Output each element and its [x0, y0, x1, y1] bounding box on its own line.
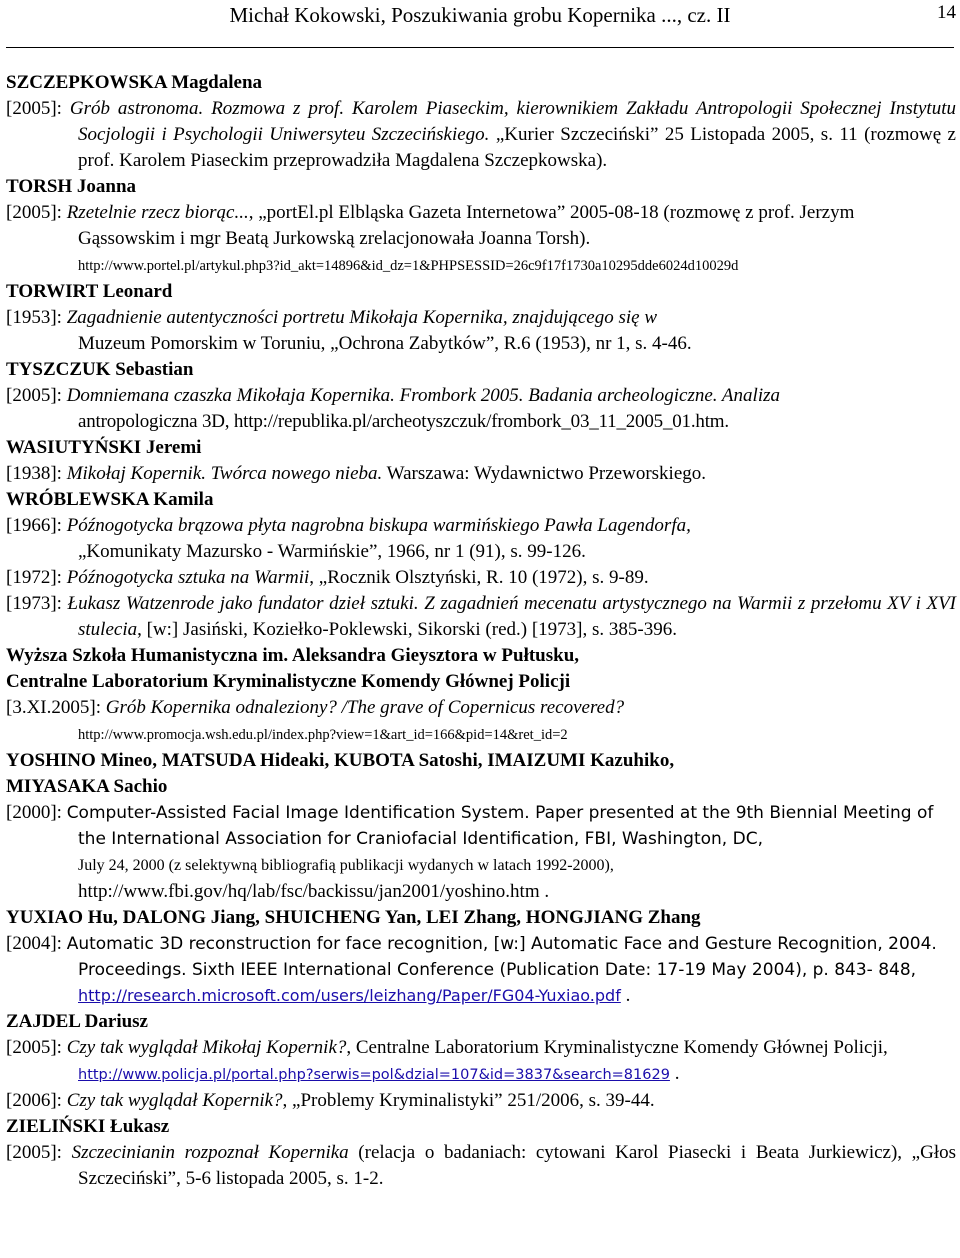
entry-title: Czy tak wyglądał Mikołaj Kopernik? — [66, 1037, 347, 1058]
entry-title: Rzetelnie rzecz biorąc... — [66, 202, 249, 223]
entry-wasiutynski-1938 — [0, 461, 956, 487]
entry-title: Czy tak wyglądał Kopernik? — [66, 1090, 283, 1111]
entry-link[interactable]: http://research.microsoft.com/users/leizhang/Paper/FG04-Yuxiao.pdf — [78, 986, 621, 1005]
author-zajdel: ZAJDEL Dariusz — [6, 1011, 148, 1032]
entry-details: , [w:] Jasiński, Koziełko-Poklewski, Sikorski (red.) [1973], s. 385-396. — [137, 619, 677, 640]
entry-wroblewska-1973 — [0, 591, 956, 643]
entry-year: [2005]: — [6, 1142, 62, 1163]
entry-wsh-2005 — [0, 695, 956, 748]
entry-zajdel-2006 — [0, 1088, 956, 1114]
author-yoshino-line1: YOSHINO Mineo, MATSUDA Hideaki, KUBOTA Satoshi, IMAIZUMI Kazuhiko, — [6, 750, 675, 771]
page-number: 14 — [937, 2, 956, 23]
entry-year: [2006]: — [6, 1090, 62, 1111]
author-yuxiao: YUXIAO Hu, DALONG Jiang, SHUICHENG Yan, LEI Zhang, HONGJIANG Zhang — [6, 907, 701, 928]
entry-title: Późnogotycka sztuka na Warmii — [66, 567, 310, 588]
entry-title: Grób Kopernika odnaleziony? /The grave of Copernicus recovered? — [105, 697, 625, 718]
entry-details: , Centralne Laboratorium Kryminalistyczne Komendy Głównej Policji, — [346, 1037, 888, 1058]
entry-year: [1973]: — [6, 593, 62, 614]
entry-after: . — [620, 985, 631, 1006]
entry-year: [3.XI.2005]: — [6, 697, 101, 718]
entry-details: Automatic 3D reconstruction for face recognition, [w:] Automatic Face and Gesture Recognition, 2004. Proceedings. Sixth IEEE International Conference (Publication Date: 17-19 May 2004), p. 843- 848, — [66, 934, 937, 980]
author-tyszczuk: TYSZCZUK Sebastian — [6, 359, 194, 380]
author-torwirt: TORWIRT Leonard — [6, 281, 173, 302]
author-yoshino-line2: MIYASAKA Sachio — [6, 776, 168, 797]
entry-title: Łukasz Watzenrode jako fundator dzieł sztuki. Z zagadnień mecenatu artystycznego na Warmii z przełomu XV i XVI stulecia — [67, 593, 957, 640]
entry-url: http://www.portel.pl/artykul.php3?id_akt=14896&id_dz=1&PHPSESSID=26c9f17f1730a10295dde6024d10029d — [78, 258, 739, 274]
author-zielinski: ZIELIŃSKI Łukasz — [6, 1116, 170, 1137]
entry-year: [2004]: — [6, 933, 62, 954]
entry-year: [2005]: — [6, 202, 62, 223]
author-wsh-line2: Centralne Laboratorium Kryminalistyczne Komendy Głównej Policji — [6, 671, 571, 692]
entry-wroblewska-1966 — [0, 513, 956, 565]
entry-note: July 24, 2000 (z selektywną bibliografią publikacji wydanych w latach 1992-2000), — [78, 857, 614, 874]
author-szczepkowska: SZCZEPKOWSKA Magdalena — [6, 72, 263, 93]
entry-details: Computer-Assisted Facial Image Identification System. Paper presented at the 9th Biennial Meeting of the International Association for Craniofacial Identification, FBI, Washington, DC, — [66, 803, 934, 849]
entry-details: antropologiczna 3D, http://republika.pl/archeotyszczuk/frombork_03_11_2005_01.htm. — [78, 411, 729, 432]
author-wsh-line1: Wyższa Szkoła Humanistyczna im. Aleksandra Gieysztora w Pułtusku, — [6, 645, 580, 666]
entry-year: [2000]: — [6, 802, 62, 823]
entry-year: [1966]: — [6, 515, 62, 536]
entry-tyszczuk-2005 — [0, 383, 956, 435]
entry-year: [1953]: — [6, 307, 62, 328]
entry-details: „Komunikaty Mazursko - Warmińskie”, 1966, nr 1 (91), s. 99-126. — [78, 541, 586, 562]
entry-yuxiao-2004 — [0, 931, 956, 1009]
entry-title: Późnogotycka brązowa płyta nagrobna biskupa warmińskiego Pawła Lagendorfa, — [66, 515, 691, 536]
author-wasiutynski: WASIUTYŃSKI Jeremi — [6, 437, 202, 458]
entry-details: Muzeum Pomorskim w Toruniu, „Ochrona Zabytków”, R.6 (1953), nr 1, s. 4-46. — [78, 333, 692, 354]
entry-details: „Kurier Szczeciński” 25 Listopada 2005, s. 11 (rozmowę z prof. Karolem Piaseckim przeprowadziła Magdalena Szczepkowska). — [78, 124, 956, 171]
entry-url: http://www.fbi.gov/hq/lab/fsc/backissu/jan2001/yoshino.htm . — [78, 881, 550, 902]
entry-torsh-2005 — [0, 200, 956, 279]
entry-year: [1938]: — [6, 463, 62, 484]
entry-url: http://www.promocja.wsh.edu.pl/index.php?view=1&art_id=166&pid=14&ret_id=2 — [78, 727, 568, 743]
entry-details: , „Problemy Kryminalistyki” 251/2006, s. 39-44. — [282, 1090, 655, 1111]
entry-szczepkowska-2005 — [0, 96, 956, 174]
entry-details: , „portEl.pl Elbląska Gazeta Internetowa” 2005-08-18 (rozmowę z prof. Jerzym Gąssowskim i mgr Beatą Jurkowską zrelacjonowała Joanna Torsh). — [78, 202, 855, 249]
entry-details: , „Rocznik Olsztyński, R. 10 (1972), s. 9-89. — [309, 567, 649, 588]
entry-year: [2005]: — [6, 385, 62, 406]
author-wroblewska: WRÓBLEWSKA Kamila — [6, 489, 214, 510]
entry-year: [1972]: — [6, 567, 62, 588]
entry-title: Zagadnienie autentyczności portretu Mikołaja Kopernika, znajdującego się w — [66, 307, 658, 328]
entry-year: [2005]: — [6, 98, 62, 119]
entry-title: Szczecinianin rozpoznał Kopernika — [71, 1142, 349, 1163]
entry-zielinski-2005 — [0, 1140, 956, 1192]
entry-yoshino-2000 — [0, 800, 956, 905]
entry-link[interactable]: http://www.policja.pl/portal.php?serwis=pol&dzial=107&id=3837&search=81629 — [78, 1067, 670, 1083]
entry-torwirt-1953 — [0, 305, 956, 357]
entry-details: (relacja o badaniach: cytowani Karol Piasecki i Beata Jurkiewicz), „Głos Szczeciński”, 5-6 listopada 2005, s. 1-2. — [78, 1142, 956, 1189]
entry-after: . — [669, 1063, 680, 1084]
entry-title: Mikołaj Kopernik. Twórca nowego nieba. — [66, 463, 383, 484]
header-rule — [6, 47, 954, 48]
entry-zajdel-2005 — [0, 1035, 956, 1088]
running-header-title: Michał Kokowski, Poszukiwania grobu Kopernika ..., cz. II — [229, 3, 731, 27]
entry-year: [2005]: — [6, 1037, 62, 1058]
entry-title: Domniemana czaszka Mikołaja Kopernika. Frombork 2005. Badania archeologiczne. Analiza — [66, 385, 780, 406]
bibliography-list — [0, 70, 956, 1192]
entry-wroblewska-1972 — [0, 565, 956, 591]
author-torsh: TORSH Joanna — [6, 176, 137, 197]
entry-details: Warszawa: Wydawnictwo Przeworskiego. — [382, 463, 707, 484]
entry-title: Grób astronoma. Rozmowa z prof. Karolem Piaseckim, kierownikiem Zakładu Antropologii Społecznej Instytutu Socjologii i Psychologii Uniwersyteu Szczecińskiego. — [69, 98, 956, 145]
